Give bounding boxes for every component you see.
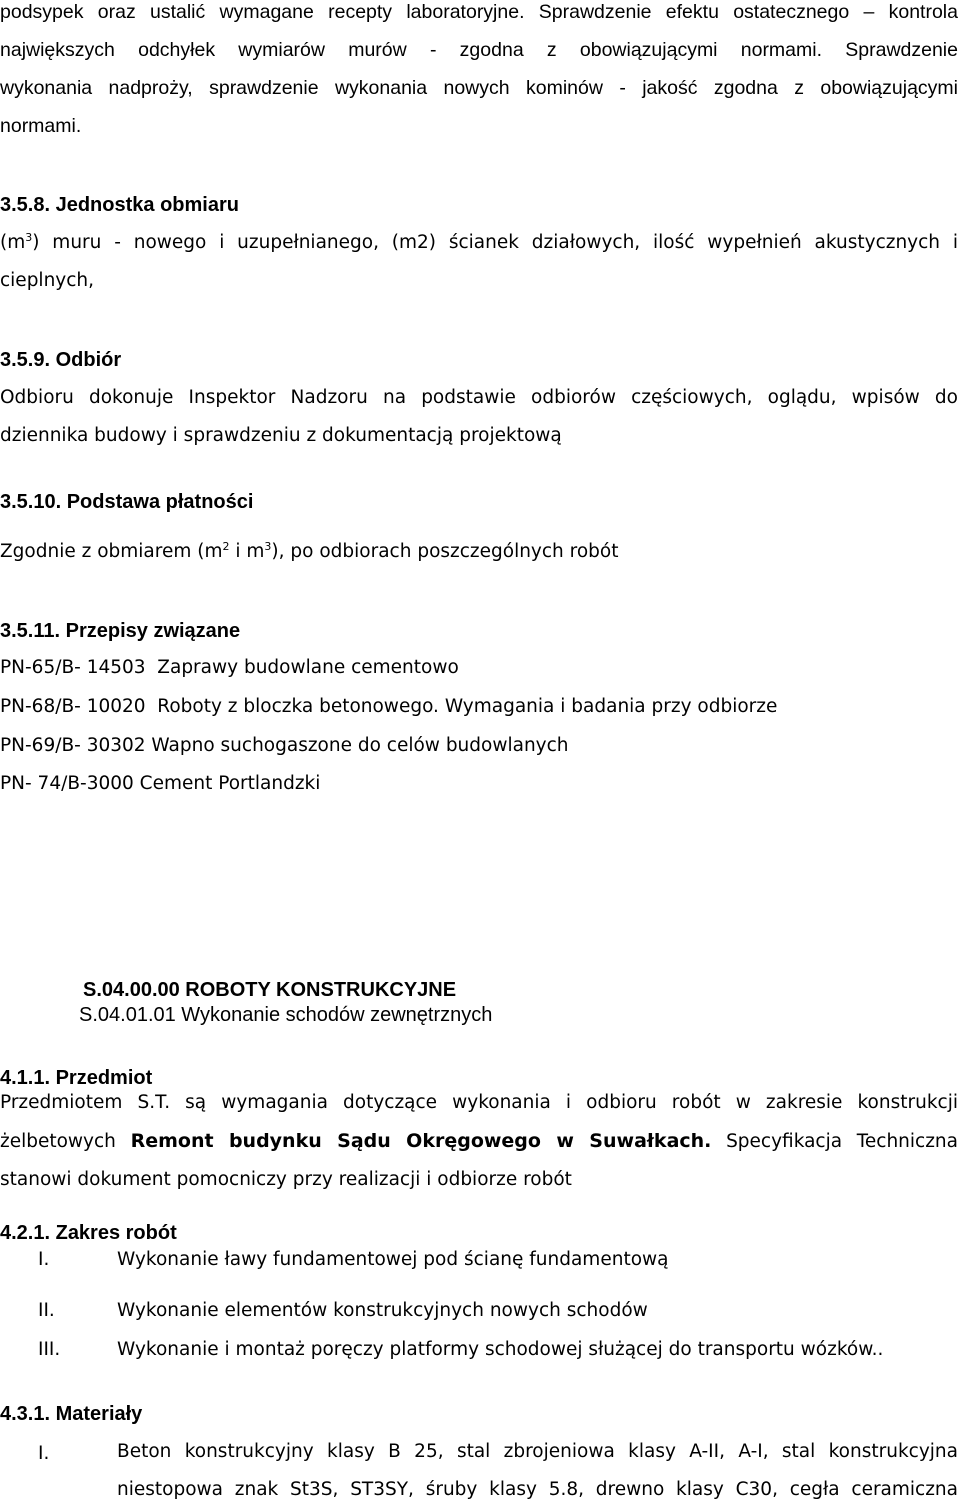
paragraph-line bbox=[0, 540, 619, 562]
superscript: 3 bbox=[25, 231, 33, 244]
paragraph-line: Przedmiotem S.T. są wymagania dotyczące wykonania i odbioru robót w zakresie konstrukcji bbox=[0, 1092, 958, 1113]
text-fragment: ) muru - nowego i uzupełnianego, (m2) ścianek działowych, ilość wypełnień akustycznych i bbox=[32, 232, 958, 253]
item-text: Beton konstrukcyjny klasy B 25, stal zbrojeniowa klasy A-II, A-I, stal konstrukcyjna bbox=[117, 1441, 958, 1462]
norm-item: PN-65/B- 14503 Zaprawy budowlane cementowo bbox=[0, 657, 459, 678]
text-fragment: i m bbox=[229, 541, 265, 562]
materials-item bbox=[0, 1443, 960, 1503]
norm-item: PN-68/B- 10020 Roboty z bloczka betonowego. Wymagania i badania przy odbiorze bbox=[0, 696, 778, 717]
superscript: 2 bbox=[222, 540, 230, 553]
paragraph-line: cieplnych, bbox=[0, 270, 95, 291]
text-fragment: Specyfikacja Techniczna bbox=[711, 1131, 958, 1152]
section-heading-4-1-1: 4.1.1. Przedmiot bbox=[0, 1067, 153, 1089]
norm-item: PN- 74/B-3000 Cement Portlandzki bbox=[0, 773, 321, 794]
scope-item bbox=[0, 1249, 960, 1269]
paragraph-line: podsypek oraz ustalić wymagane recepty laboratoryjne. Sprawdzenie efektu ostatecznego – kontrola bbox=[0, 1, 958, 23]
paragraph-line: stanowi dokument pomocniczy przy realizacji i odbiorze robót bbox=[0, 1169, 572, 1190]
text-fragment: żelbetowych bbox=[0, 1131, 116, 1152]
paragraph-line: wykonania nadproży, sprawdzenie wykonania nowych kominów - jakość zgodna z obowiązującymi bbox=[0, 77, 958, 99]
paragraph-line: Odbioru dokonuje Inspektor Nadzoru na podstawie odbiorów częściowych, oglądu, wpisów do bbox=[0, 387, 958, 408]
paragraph-line bbox=[0, 1132, 958, 1152]
section-heading-3-5-11: 3.5.11. Przepisy związane bbox=[0, 620, 241, 642]
paragraph-line: dziennika budowy i sprawdzeniu z dokumentacją projektową bbox=[0, 425, 562, 446]
item-number: I. bbox=[38, 1249, 50, 1270]
project-name: Remont budynku Sądu Okręgowego w Suwałkach. bbox=[130, 1130, 712, 1152]
superscript: 3 bbox=[264, 540, 272, 553]
paragraph-line bbox=[0, 231, 958, 253]
section-heading-3-5-8: 3.5.8. Jednostka obmiaru bbox=[0, 194, 239, 216]
item-number: III. bbox=[38, 1339, 61, 1360]
item-number: I. bbox=[38, 1443, 50, 1464]
chapter-title: S.04.00.00 ROBOTY KONSTRUKCYJNE bbox=[83, 979, 457, 1001]
chapter-subtitle: S.04.01.01 Wykonanie schodów zewnętrznych bbox=[79, 1004, 493, 1026]
section-heading-4-3-1: 4.3.1. Materiały bbox=[0, 1403, 143, 1425]
item-text: Wykonanie ławy fundamentowej pod ścianę fundamentową bbox=[117, 1249, 669, 1270]
paragraph-line: normami. bbox=[0, 115, 82, 137]
text-fragment: Zgodnie z obmiarem (m bbox=[0, 541, 223, 562]
section-heading-3-5-9: 3.5.9. Odbiór bbox=[0, 349, 122, 371]
item-number: II. bbox=[38, 1300, 55, 1321]
item-text: niestopowa znak St3S, ST3SY, śruby klasy 5.8, drewno klasy C30, cegła ceramiczna bbox=[117, 1479, 958, 1500]
norm-item: PN-69/B- 30302 Wapno suchogaszone do celów budowlanych bbox=[0, 735, 569, 756]
section-heading-4-2-1: 4.2.1. Zakres robót bbox=[0, 1222, 177, 1244]
paragraph-line: największych odchyłek wymiarów murów - zgodna z obowiązującymi normami. Sprawdzenie bbox=[0, 39, 958, 61]
text-fragment: (m bbox=[0, 232, 26, 253]
section-heading-3-5-10: 3.5.10. Podstawa płatności bbox=[0, 491, 254, 513]
item-text: Wykonanie i montaż poręczy platformy schodowej służącej do transportu wózków.. bbox=[117, 1339, 884, 1360]
scope-item bbox=[0, 1339, 960, 1359]
text-fragment: ), po odbiorach poszczególnych robót bbox=[271, 541, 619, 562]
scope-item bbox=[0, 1300, 960, 1320]
item-text: Wykonanie elementów konstrukcyjnych nowych schodów bbox=[117, 1300, 648, 1321]
